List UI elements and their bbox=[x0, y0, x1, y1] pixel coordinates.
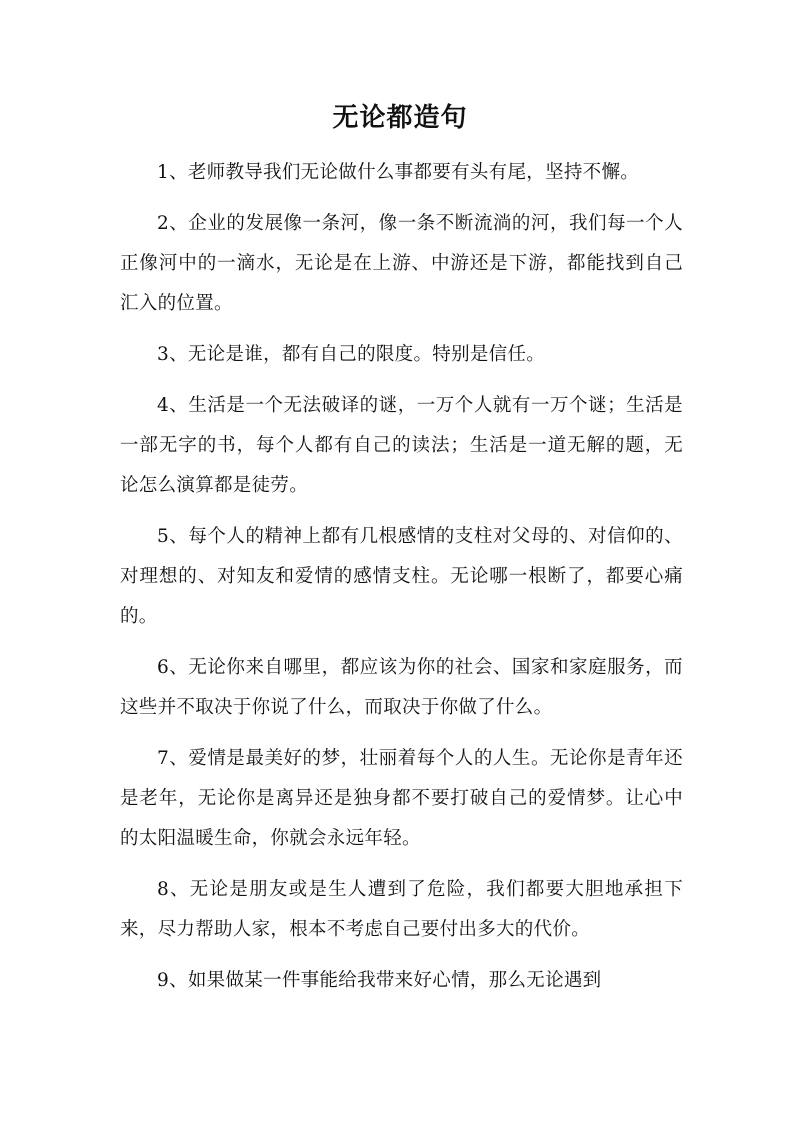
paragraph-4: 4、生活是一个无法破译的谜，一万个人就有一万个谜；生活是一部无字的书，每个人都有自己的读法；生活是一道无解的题，无论怎么演算都是徒劳。 bbox=[120, 395, 683, 496]
document-title: 无论都造句 bbox=[332, 103, 468, 133]
paragraph-8: 8、无论是朋友或是生人遭到了危险，我们都要大胆地承担下来，尽力帮助人家，根本不考虑自己要付出多大的代价。 bbox=[120, 879, 683, 940]
document-body bbox=[120, 153, 683, 1012]
paragraph-7: 7、爱情是最美好的梦，壮丽着每个人的人生。无论你是青年还是老年，无论你是离异还是独身都不要打破自己的爱情梦。让心中的太阳温暖生命，你就会永远年轻。 bbox=[120, 748, 683, 849]
paragraph-2: 2、企业的发展像一条河，像一条不断流淌的河，我们每一个人正像河中的一滴水，无论是在上游、中游还是下游，都能找到自己汇入的位置。 bbox=[120, 213, 683, 314]
paragraph-6: 6、无论你来自哪里，都应该为你的社会、国家和家庭服务，而这些并不取决于你说了什么，而取决于你做了什么。 bbox=[120, 657, 683, 718]
paragraph-3: 3、无论是谁，都有自己的限度。特别是信任。 bbox=[157, 344, 546, 365]
paragraph-1: 1、老师教导我们无论做什么事都要有头有尾，坚持不懈。 bbox=[157, 162, 640, 183]
paragraph-5: 5、每个人的精神上都有几根感情的支柱对父母的、对信仰的、对理想的、对知友和爱情的感情支柱。无论哪一根断了，都要心痛的。 bbox=[120, 526, 683, 627]
paragraph-9: 9、如果做某一件事能给我带来好心情，那么无论遇到 bbox=[157, 970, 602, 991]
